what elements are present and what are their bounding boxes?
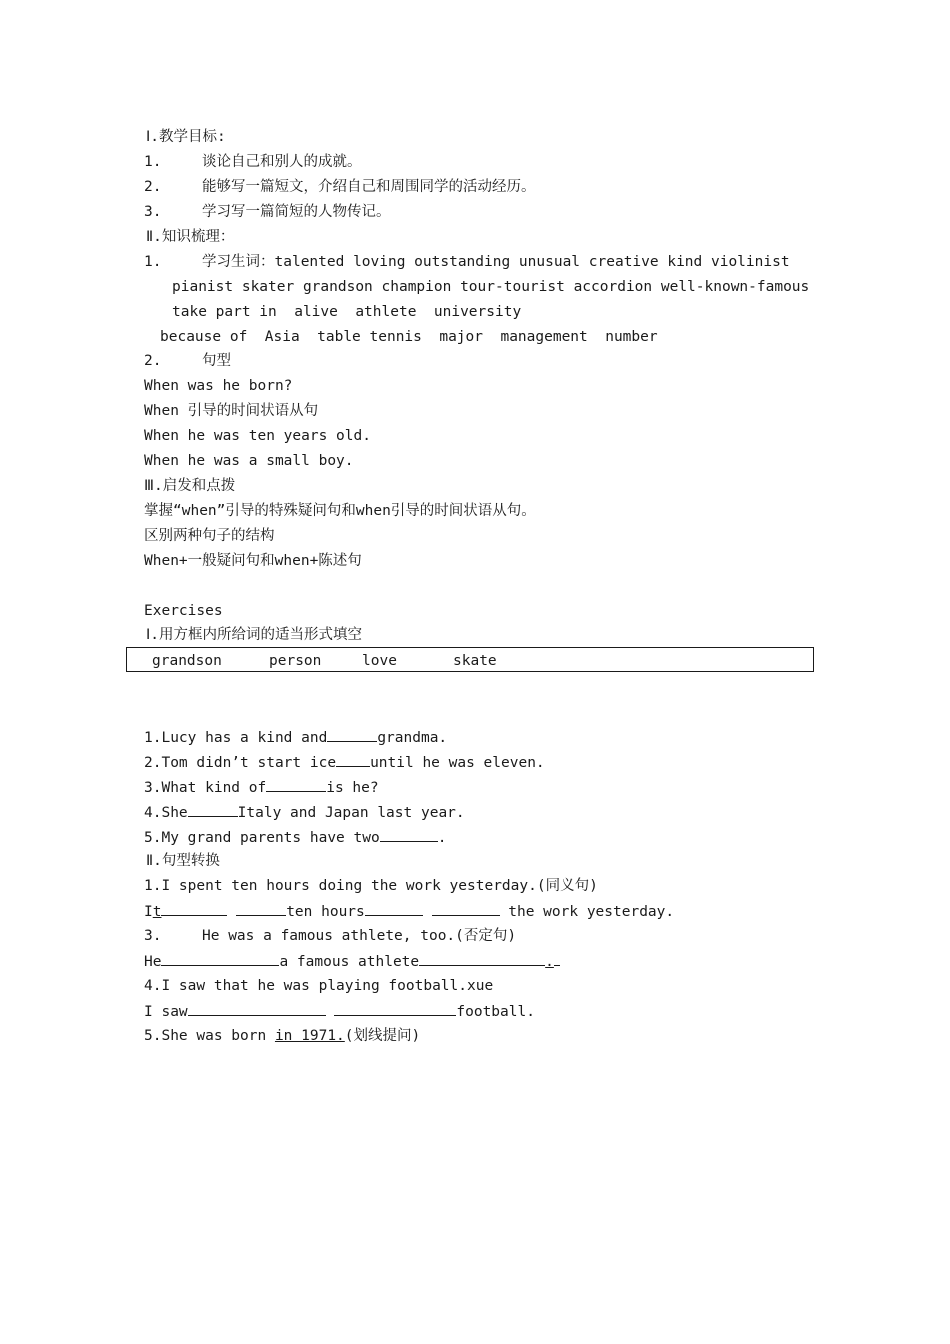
- objective-item: 3. 学习写一篇简短的人物传记。: [144, 204, 391, 220]
- transform-question: 3. He was a famous athlete, too.(否定句): [144, 928, 517, 944]
- transform-answer: I saw football.: [144, 1001, 535, 1022]
- vocab-line: because of Asia table tennis major management number: [160, 329, 658, 345]
- word-box-item: grandson: [152, 653, 222, 669]
- pattern-line: When 引导的时间状语从句: [144, 403, 319, 419]
- exercise-item: 2.Tom didn’t start ice until he was eleven.: [144, 752, 545, 773]
- vocab-line: pianist skater grandson champion tour-tourist accordion well-known-famous: [172, 279, 810, 295]
- objectives-heading: Ⅰ.教学目标:: [146, 129, 226, 145]
- exercise-item: 5.My grand parents have two .: [144, 827, 446, 848]
- part1-heading: Ⅰ.用方框内所给词的适当形式填空: [146, 627, 363, 643]
- knowledge-heading: Ⅱ.知识梳理：: [146, 229, 235, 245]
- inspire-line: When+一般疑问句和when+陈述句: [144, 553, 362, 569]
- word-box-item: skate: [453, 653, 497, 669]
- exercise-item: 4.She Italy and Japan last year.: [144, 802, 465, 823]
- transform-answer: It ten hours the work yesterday.: [144, 901, 674, 922]
- exercise-item: 1.Lucy has a kind and grandma.: [144, 727, 447, 748]
- pattern-line: When was he born?: [144, 378, 293, 394]
- transform-question: 4.I saw that he was playing football.xue: [144, 978, 494, 994]
- pattern-line: When he was a small boy.: [144, 453, 354, 469]
- transform-question: 5.She was born in 1971.(划线提问): [144, 1028, 421, 1044]
- part2-heading: Ⅱ.句型转换: [146, 853, 220, 869]
- word-box-item: person: [269, 653, 322, 669]
- objective-item: 2. 能够写一篇短文，介绍自己和周围同学的活动经历。: [144, 179, 536, 195]
- exercise-item: 3.What kind of is he?: [144, 777, 379, 798]
- vocab-line: 1. 学习生词：talented loving outstanding unusual creative kind violinist: [144, 254, 790, 270]
- objective-item: 1. 谈论自己和别人的成就。: [144, 154, 362, 170]
- pattern-label: 2. 句型: [144, 353, 231, 369]
- inspire-heading: Ⅲ.启发和点拨: [144, 478, 236, 494]
- transform-question: 1.I spent ten hours doing the work yesterday.(同义句): [144, 878, 598, 894]
- inspire-line: 掌握“when”引导的特殊疑问句和when引导的时间状语从句。: [144, 503, 536, 519]
- pattern-line: When he was ten years old.: [144, 428, 371, 444]
- transform-answer: He a famous athlete .: [144, 951, 560, 972]
- word-box-item: love: [362, 653, 397, 669]
- inspire-line: 区别两种句子的结构: [144, 528, 275, 544]
- exercises-title: Exercises: [144, 603, 223, 619]
- vocab-line: take part in alive athlete university: [172, 304, 522, 320]
- word-box: [126, 647, 814, 672]
